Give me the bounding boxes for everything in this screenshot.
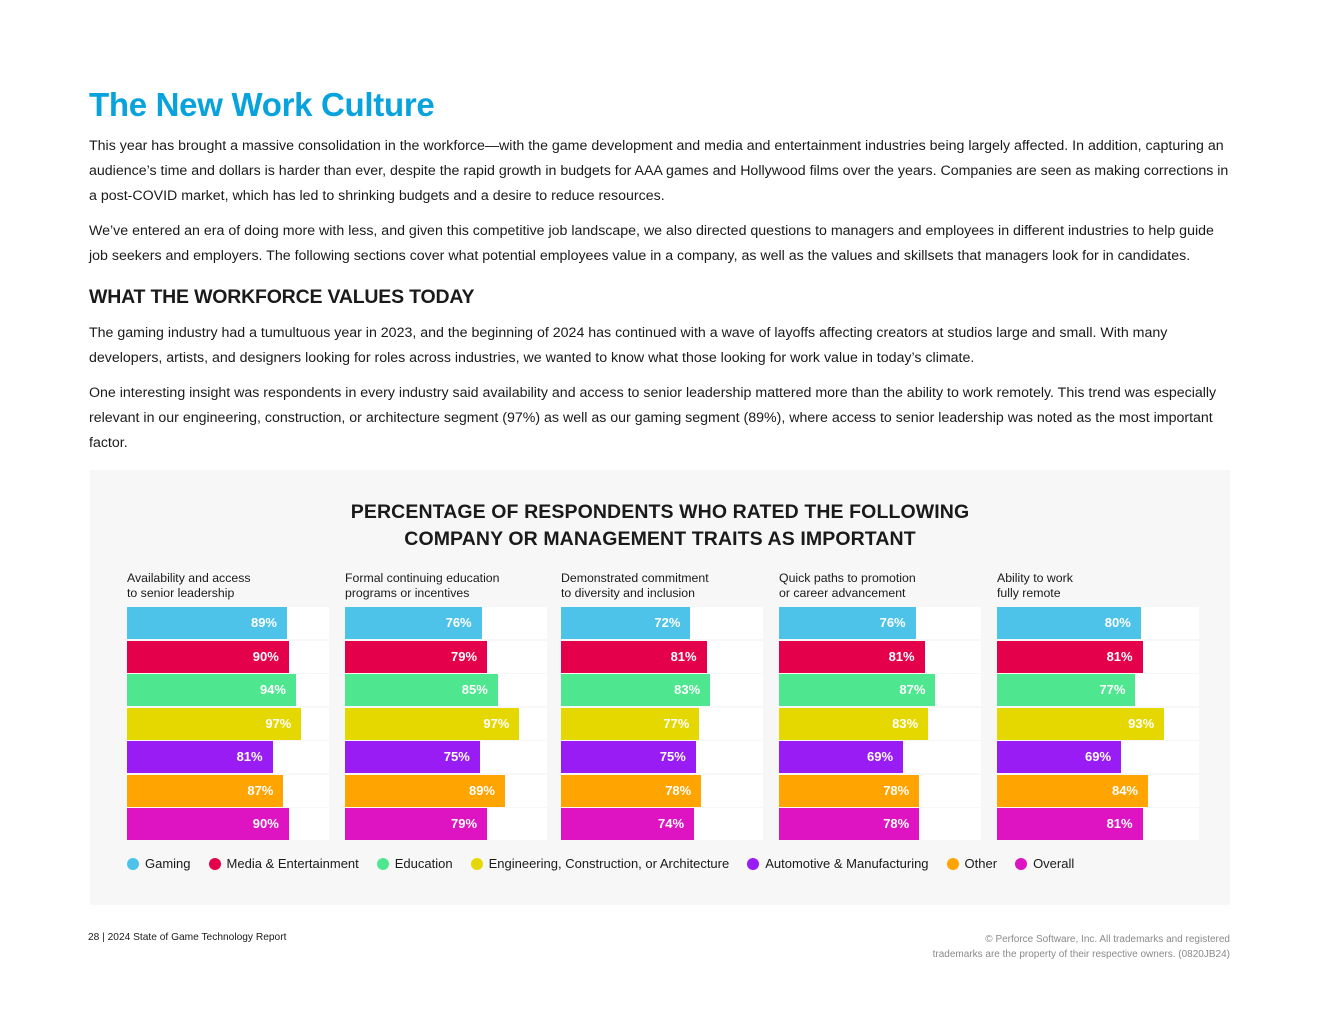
chart-bar-track <box>345 674 547 706</box>
chart-bar-track <box>779 607 981 639</box>
chart-data-label: 85% <box>461 682 488 697</box>
chart-bar-track <box>997 775 1199 807</box>
chart-category-label: Availability and access to senior leadership <box>127 571 251 600</box>
legend-item <box>471 856 730 871</box>
chart-data-label: 81% <box>1106 816 1133 831</box>
footer-copyright: © Perforce Software, Inc. All trademarks and registered trademarks are the property of their respective owners. (0820JB24) <box>932 934 1230 960</box>
chart-title <box>90 499 1230 553</box>
legend-swatch <box>377 858 389 870</box>
chart-data-label: 79% <box>450 648 478 664</box>
chart-bar-track <box>561 641 763 673</box>
legend-swatch <box>1015 858 1027 870</box>
chart-data-label: 87% <box>899 682 926 697</box>
legend-label: Education <box>394 856 453 871</box>
chart-data-label: 76% <box>445 615 472 630</box>
chart-bar-track <box>127 708 329 740</box>
legend-item <box>127 856 191 871</box>
chart-panel <box>90 470 1230 905</box>
legend-swatch <box>747 858 759 870</box>
legend-swatch <box>471 858 483 870</box>
legend-swatch <box>947 858 959 870</box>
chart-data-label: 78% <box>665 782 692 798</box>
chart-bar-track <box>345 607 547 639</box>
chart-data-label: 79% <box>450 816 478 831</box>
chart-bar-track <box>779 708 981 740</box>
section-paragraph-1: The gaming industry had a tumultuous year in 2023, and the beginning of 2024 has continued with a wave of layoffs affecting creators at studios large and small. With many developers, artists, and designers looking for roles across industries, we wanted to know what those looking for work value in today’s climate. <box>89 325 1168 366</box>
chart-legend <box>127 856 1092 871</box>
chart-data-label: 93% <box>1128 715 1155 731</box>
chart-bar-track <box>561 674 763 706</box>
section-paragraph-2: One interesting insight was respondents in every industry said availability and access to senior leadership mattered more than the ability to work remotely. This trend was especially relevant in our engineering, construction, or architecture segment (97%) as well as our gaming segment (89%), where access to senior leadership was noted as the most important factor. <box>89 385 1217 451</box>
chart-category-label: Quick paths to promotion or career advancement <box>779 571 916 600</box>
chart-data-label: 94% <box>259 682 286 697</box>
legend-swatch <box>209 858 221 870</box>
chart-data-label: 89% <box>250 615 277 630</box>
chart-bar-track <box>345 775 547 807</box>
chart-data-label: 89% <box>468 782 495 798</box>
chart-group <box>345 571 547 831</box>
chart-bar-track <box>997 708 1199 740</box>
legend-label: Overall <box>1033 856 1075 871</box>
legend-item <box>747 856 928 871</box>
intro-paragraph-2: We’ve entered an era of doing more with less, and given this competitive job landscape, we also directed questions to managers and employees in different industries to help guide job seekers and employers. The following sections cover what potential employees value in a company, as well as the values and skillsets that managers look for in candidates. <box>89 223 1214 264</box>
chart-data-label: 78% <box>883 816 910 831</box>
chart-group <box>779 571 981 831</box>
legend-label: Engineering, Construction, or Architecture <box>488 856 730 871</box>
chart-bar-track <box>997 641 1199 673</box>
chart-data-label: 75% <box>443 749 470 764</box>
section-heading: WHAT THE WORKFORCE VALUES TODAY <box>89 286 475 308</box>
chart-data-label: 83% <box>892 715 919 731</box>
page-title: The New Work Culture <box>89 86 435 123</box>
chart-data-label: 76% <box>879 615 906 630</box>
chart-group <box>127 571 329 831</box>
chart-data-label: 83% <box>674 682 701 697</box>
chart-data-label: 81% <box>888 648 915 664</box>
chart-bar-track <box>345 808 547 840</box>
chart-bar-track <box>779 775 981 807</box>
chart-bar-track <box>127 808 329 840</box>
chart-bar-track <box>127 674 329 706</box>
chart-data-label: 69% <box>1085 749 1112 764</box>
legend-label: Automotive & Manufacturing <box>765 856 929 871</box>
legend-item <box>209 856 359 871</box>
chart-data-label: 84% <box>1111 782 1138 798</box>
legend-label: Gaming <box>145 856 191 871</box>
chart-bar-track <box>127 741 329 773</box>
chart-bar-track <box>345 641 547 673</box>
footer-page-ref: 28 | 2024 State of Game Technology Report <box>88 932 287 943</box>
chart-data-label: 72% <box>654 615 681 630</box>
chart-bar-track <box>779 641 981 673</box>
chart-category-label: Formal continuing education programs or incentives <box>345 571 500 600</box>
chart-bar-track <box>345 708 547 740</box>
legend-swatch <box>127 858 139 870</box>
chart-title-line-2: COMPANY OR MANAGEMENT TRAITS AS IMPORTANT <box>404 528 916 550</box>
chart-group <box>997 571 1199 831</box>
chart-data-label: 69% <box>867 749 894 764</box>
chart-data-label: 97% <box>265 715 292 731</box>
chart-bar-track <box>127 641 329 673</box>
chart-data-label: 75% <box>659 749 686 764</box>
chart-bar-track <box>997 808 1199 840</box>
chart-data-label: 81% <box>670 648 697 664</box>
chart-bar-track <box>561 808 763 840</box>
chart-data-label: 74% <box>658 816 685 831</box>
chart-bar-track <box>779 808 981 840</box>
chart-bar-track <box>997 674 1199 706</box>
chart-data-label: 77% <box>1099 682 1126 697</box>
chart-bar-track <box>997 607 1199 639</box>
chart-data-label: 87% <box>247 782 274 798</box>
intro-paragraph-1: This year has brought a massive consolidation in the workforce—with the game development and media and entertainment industries being largely affected. In addition, capturing an audience’s time and dollars is harder than ever, despite the rapid growth in budgets for AAA games and Hollywood films over the years. Companies are seen as making corrections in a post-COVID market, which has led to shrinking budgets and a desire to reduce resources. <box>89 138 1229 204</box>
chart-bar-track <box>127 775 329 807</box>
chart-title-line-1: PERCENTAGE OF RESPONDENTS WHO RATED THE FOLLOWING <box>350 501 970 523</box>
chart-bar-track <box>561 607 763 639</box>
chart-data-label: 80% <box>1104 615 1131 630</box>
chart-bar-track <box>779 741 981 773</box>
chart-bar-track <box>561 775 763 807</box>
legend-item <box>947 856 998 871</box>
chart-bar-track <box>779 674 981 706</box>
chart-data-label: 90% <box>252 648 279 664</box>
chart-bar-track <box>345 741 547 773</box>
chart-data-label: 77% <box>663 715 690 731</box>
chart-data-label: 81% <box>236 749 263 764</box>
chart-bar-track <box>561 708 763 740</box>
chart-data-label: 81% <box>1106 648 1133 664</box>
legend-item <box>1015 856 1074 871</box>
legend-label: Media & Entertainment <box>226 856 359 871</box>
chart-bar-track <box>997 741 1199 773</box>
legend-item <box>377 856 453 871</box>
chart-data-label: 90% <box>252 816 279 831</box>
chart-group <box>561 571 763 831</box>
chart-bar-track <box>127 607 329 639</box>
chart-data-label: 97% <box>483 715 510 731</box>
chart-data-label: 78% <box>883 782 910 798</box>
chart-bar-track <box>561 741 763 773</box>
chart-category-label: Demonstrated commitment to diversity and inclusion <box>561 571 709 600</box>
chart-category-label: Ability to work fully remote <box>997 571 1073 600</box>
legend-label: Other <box>964 856 998 871</box>
